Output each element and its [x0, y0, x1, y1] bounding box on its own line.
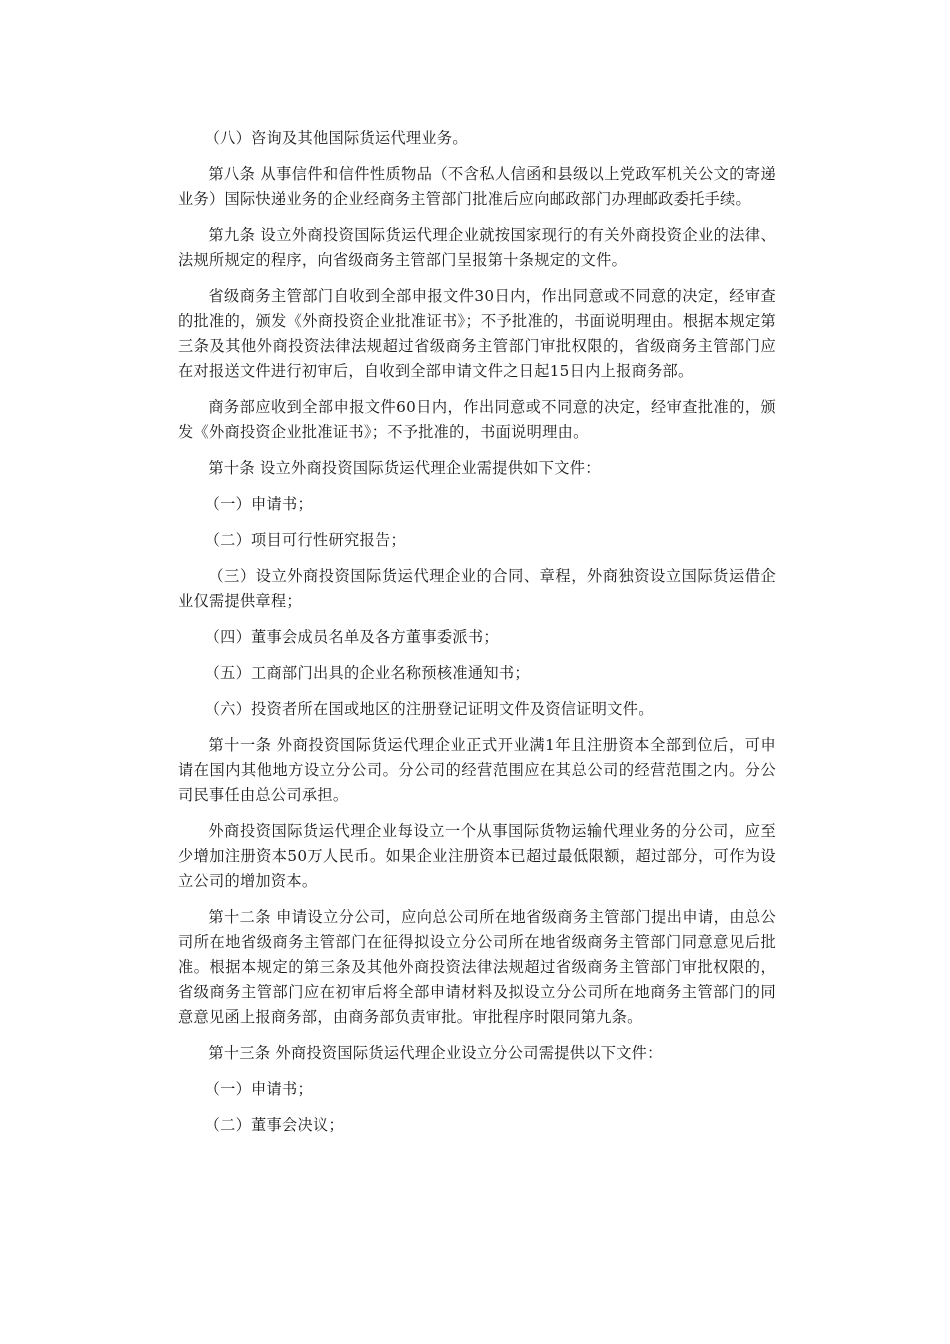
paragraph-article-11: 第十一条 外商投资国际货运代理企业正式开业满1年且注册资本全部到位后，可申请在国内其他地方设立分公司。分公司的经营范围应在其总公司的经营范围之内。分公司民事任由总公司承担。	[178, 736, 776, 804]
paragraph-branch-capital: 外商投资国际货运代理企业每设立一个从事国际货物运输代理业务的分公司，应至少增加注册资本50万人民币。如果企业注册资本已超过最低限额，超过部分，可作为设立公司的增加资本。	[178, 822, 776, 890]
list-item-name-preapproval: （五）工商部门出具的企业名称预核准通知书；	[204, 664, 530, 682]
paragraph-ministry-approval: 商务部应收到全部申报文件60日内，作出同意或不同意的决定，经审查批准的，颁发《外商投资企业批准证书》；不予批准的，书面说明理由。	[178, 398, 776, 441]
paragraph-provincial-approval: 省级商务主管部门自收到全部申报文件30日内，作出同意或不同意的决定，经审查的批准的，颁发《外商投资企业批准证书》；不予批准的，书面说明理由。根据本规定第三条及其他外商投资法律法规超过省级商务主管部门审批权限的，省级商务主管部门应在对报送文件进行初审后，自收到全部申请文件之日起15日内上报商务部。	[178, 287, 776, 380]
paragraph-article-13: 第十三条 外商投资国际货运代理企业设立分公司需提供以下文件：	[208, 1044, 663, 1062]
document-body	[178, 126, 776, 1149]
list-item-application: （一）申请书；	[204, 495, 314, 513]
paragraph-item-8-consulting: （八）咨询及其他国际货运代理业务。	[204, 129, 468, 147]
list-item-board-members: （四）董事会成员名单及各方董事委派书；	[204, 628, 499, 646]
paragraph-article-10: 第十条 设立外商投资国际货运代理企业需提供如下文件：	[208, 459, 601, 477]
list-item-board-resolution: （二）董事会决议；	[204, 1116, 344, 1134]
list-item-feasibility-report: （二）项目可行性研究报告；	[204, 531, 406, 549]
paragraph-article-8: 第八条 从事信件和信件性质物品（不含私人信函和县级以上党政军机关公文的寄递业务）国际快递业务的企业经商务主管部门批准后应向邮政部门办理邮政委托手续。	[178, 165, 776, 208]
paragraph-article-12: 第十二条 申请设立分公司，应向总公司所在地省级商务主管部门提出申请，由总公司所在地省级商务主管部门在征得拟设立分公司所在地省级商务主管部门同意意见后批准。根据本规定的第三条及其他外商投资法律法规超过省级商务主管部门审批权限的，省级商务主管部门应在初审后将全部申请材料及拟设立分公司所在地商务主管部门的同意意见函上报商务部，由商务部负责审批。审批程序时限同第九条。	[178, 908, 776, 1026]
list-item-registration-certificate: （六）投资者所在国或地区的注册登记证明文件及资信证明文件。	[204, 700, 654, 718]
list-item-branch-application: （一）申请书；	[204, 1080, 314, 1098]
list-item-contract-articles: （三）设立外商投资国际货运代理企业的合同、章程，外商独资设立国际货运借企业仅需提供章程；	[178, 567, 776, 610]
paragraph-article-9: 第九条 设立外商投资国际货运代理企业就按国家现行的有关外商投资企业的法律、法规所规定的程序，向省级商务主管部门呈报第十条规定的文件。	[178, 226, 776, 269]
